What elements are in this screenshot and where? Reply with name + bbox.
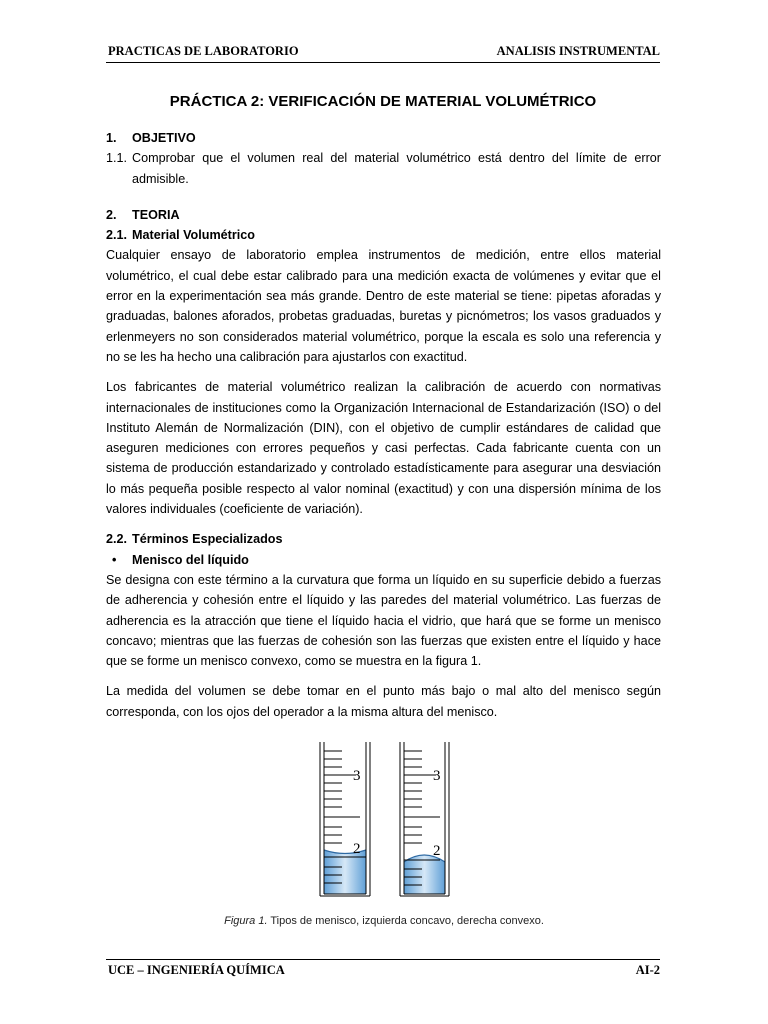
footer-right: AI-2 <box>635 963 660 977</box>
subsection-2-1-heading <box>106 225 661 245</box>
subsection-2-2-number: 2.2. <box>106 532 128 547</box>
bullet-mark: • <box>112 552 117 567</box>
objective-item <box>106 148 661 189</box>
cylinder-concave <box>320 742 370 896</box>
document-body <box>106 128 661 722</box>
header-left: PRACTICAS DE LABORATORIO <box>108 44 299 58</box>
bullet-heading: Menisco del líquido <box>132 552 249 567</box>
page-header <box>108 44 660 60</box>
section-2-number: 2. <box>106 207 117 222</box>
footer-rule <box>106 959 660 960</box>
subsection-2-2-heading <box>106 529 661 549</box>
paragraph-4: La medida del volumen se debe tomar en el punto más bajo o mal alto del menisco según corresponda, con los ojos del operador a la misma altura del menisco. <box>106 684 661 719</box>
paragraph-3: Se designa con este término a la curvatura que forma un líquido en su superficie debido a fuerzas de adherencia y cohesión entre el líquido y las paredes del material volumétrico. Las fuerzas de adherencia es la atracción que tiene el líquido hacia el vidrio, que hará que se forme un menisco concavo; mientras que las fuerzas de cohesión son las fuerzas que existen entre el líquido y hace que se forme un menisco convexo, como se muestra en la figura 1. <box>106 572 661 669</box>
section-2-title: TEORIA <box>132 207 180 222</box>
document-title: PRÁCTICA 2: VERIFICACIÓN DE MATERIAL VOLUMÉTRICO <box>169 93 597 110</box>
objective-text: Comprobar que el volumen real del material volumétrico está dentro del límite de error admisible. <box>132 151 661 186</box>
header-right: ANALISIS INSTRUMENTAL <box>496 44 660 58</box>
paragraph-2: Los fabricantes de material volumétrico realizan la calibración de acuerdo con normativas internacionales de instituciones como la Organización Internacional de Estandarización (ISO) o del Instituto Alemán de Normalización (DIN), con el objetivo de cumplir estándares de calidad que aseguren mediciones con errores pequeños y casi perfectas. Cada fabricante cuenta con un sistema de producción estandarizado y controlado estadísticamente para asegurar una desviación lo más pequeña posible respecto al valor nominal (exactitud) y con una dispersión mínima de los valores individuales (coeficiente de variación). <box>106 380 661 517</box>
subsection-2-1-title: Material Volumétrico <box>132 228 255 243</box>
cylinder-convex <box>400 742 449 896</box>
meniscus-figure <box>0 736 768 906</box>
footer-left: UCE – INGENIERÍA QUÍMICA <box>108 963 285 977</box>
bullet-meniscus <box>106 550 661 570</box>
scale-label-3-right: 3 <box>433 768 441 784</box>
scale-label-2-left: 2 <box>353 841 361 857</box>
section-1-heading <box>106 128 661 148</box>
section-1-number: 1. <box>106 131 117 145</box>
paragraph-1: Cualquier ensayo de laboratorio emplea instrumentos de medición, entre ellos material volumétrico, el cual debe estar calibrado para una medición exacta de volúmenes y evitar que el error en la experimentación sea más grande. Dentro de este material se tiene: pipetas aforadas y graduadas, balones aforados, probetas graduadas, buretas y picnómetros; los vasos graduados y erlenmeyers no son considerados material volumétrico, porque la escala es solo una referencia y no se les ha hecho una calibración para ajustarlos con exactitud. <box>106 248 661 364</box>
caption-label: Figura 1. <box>224 915 268 927</box>
figure-caption <box>0 915 768 927</box>
subsection-2-1-number: 2.1. <box>106 228 128 243</box>
header-rule <box>106 62 660 63</box>
section-2-heading <box>106 205 661 225</box>
section-1-title: OBJETIVO <box>132 131 196 145</box>
scale-label-3-left: 3 <box>353 768 361 784</box>
subsection-2-2-title: Términos Especializados <box>132 532 283 547</box>
objective-number: 1.1. <box>106 151 128 166</box>
scale-label-2-right: 2 <box>433 843 441 859</box>
caption-text: Tipos de menisco, izquierda concavo, derecha convexo. <box>267 915 544 927</box>
page-footer <box>108 963 660 979</box>
